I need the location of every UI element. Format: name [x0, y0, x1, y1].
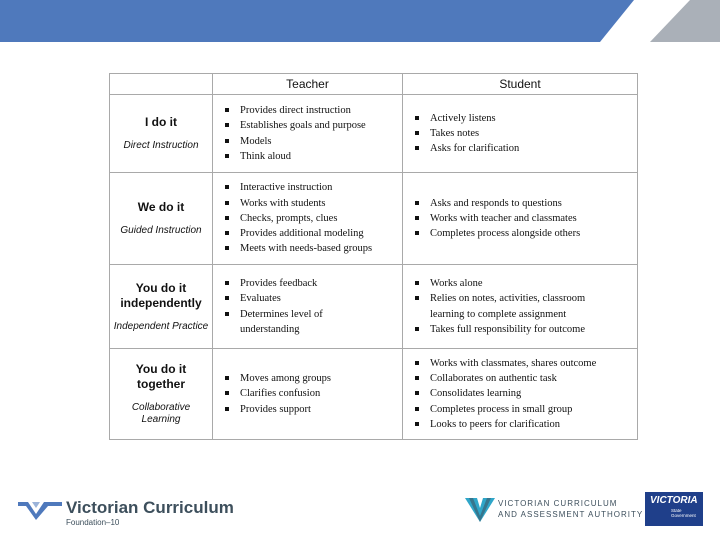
victoria-government-logo [645, 492, 703, 526]
vcaa-wordmark [498, 498, 643, 520]
table-row [110, 95, 638, 173]
vc-title: Victorian Curriculum [66, 498, 234, 517]
list-item: Interactive instruction [223, 180, 402, 195]
vic-sub-state: State [671, 508, 682, 513]
list-item: Looks to peers for clarification [413, 417, 637, 432]
header-row [110, 74, 638, 95]
teacher-list [213, 276, 402, 337]
list-item: Moves among groups [223, 371, 402, 386]
teacher-list [213, 180, 402, 256]
teacher-list [213, 371, 402, 417]
row-label: I do it [145, 115, 177, 129]
vc-subtitle: Foundation–10 [66, 518, 120, 527]
list-item: Provides support [223, 402, 402, 417]
gradual-release-table [109, 73, 638, 440]
teacher-cell [213, 95, 403, 173]
row-sublabel: Guided Instruction [120, 225, 202, 236]
list-item: Provides additional modeling [223, 226, 402, 241]
teacher-cell [213, 349, 403, 440]
row-label-cell [110, 95, 213, 173]
student-list [403, 276, 637, 337]
list-item: Evaluates [223, 291, 402, 306]
list-item: Asks for clarification [413, 141, 637, 156]
student-list [403, 111, 637, 157]
vcaa-line2: AND ASSESSMENT AUTHORITY [498, 510, 644, 519]
student-cell [403, 349, 638, 440]
list-item: Consolidates learning [413, 386, 637, 401]
list-item: Takes notes [413, 126, 637, 141]
student-cell [403, 265, 638, 349]
vcaa-line1: VICTORIAN CURRICULUM [498, 499, 618, 508]
list-item: Works with students [223, 196, 402, 211]
list-item: Provides feedback [223, 276, 402, 291]
student-list [403, 196, 637, 242]
list-item: Works with classmates, shares outcome [413, 356, 637, 371]
list-item: Collaborates on authentic task [413, 371, 637, 386]
vic-subtitle [671, 508, 696, 518]
list-item: Provides direct instruction [223, 103, 402, 118]
student-cell [403, 95, 638, 173]
teacher-cell [213, 265, 403, 349]
vc-chevron-logo-icon [18, 500, 62, 520]
teacher-list [213, 103, 402, 164]
list-item: Takes full responsibility for outcome [413, 322, 637, 337]
banner-graphic [0, 0, 720, 42]
vic-name: VICTORIA [650, 495, 698, 506]
list-item: Establishes goals and purpose [223, 118, 402, 133]
row-label-cell [110, 173, 213, 265]
list-item: Relies on notes, activities, classroom learning to complete assignment [413, 291, 615, 321]
list-item: Completes process alongside others [413, 226, 637, 241]
list-item: Asks and responds to questions [413, 196, 637, 211]
header-student: Student [403, 74, 638, 95]
row-sublabel: Collaborative Learning [131, 402, 191, 425]
teacher-cell [213, 173, 403, 265]
vcaa-logo-icon [465, 496, 495, 524]
table-row [110, 349, 638, 440]
row-sublabel: Independent Practice [113, 320, 209, 332]
list-item: Think aloud [223, 149, 402, 164]
header-blank [110, 74, 213, 95]
table-row [110, 265, 638, 349]
row-label-cell [110, 265, 213, 349]
list-item: Meets with needs-based groups [223, 241, 402, 256]
list-item: Works alone [413, 276, 637, 291]
list-item: Clarifies confusion [223, 386, 402, 401]
list-item: Actively listens [413, 111, 637, 126]
student-cell [403, 173, 638, 265]
row-label: You do it independently [120, 280, 202, 310]
top-banner [0, 0, 720, 42]
table-row [110, 173, 638, 265]
row-sublabel: Direct Instruction [123, 140, 199, 151]
vic-sub-government: Government [671, 513, 696, 518]
row-label: You do it together [135, 362, 187, 391]
list-item: Determines level of understanding [223, 307, 340, 337]
header-teacher: Teacher [213, 74, 403, 95]
student-list [403, 356, 637, 432]
row-label-cell [110, 349, 213, 440]
list-item: Completes process in small group [413, 402, 637, 417]
list-item: Checks, prompts, clues [223, 211, 402, 226]
list-item: Models [223, 134, 402, 149]
list-item: Works with teacher and classmates [413, 211, 637, 226]
row-label: We do it [137, 200, 185, 214]
